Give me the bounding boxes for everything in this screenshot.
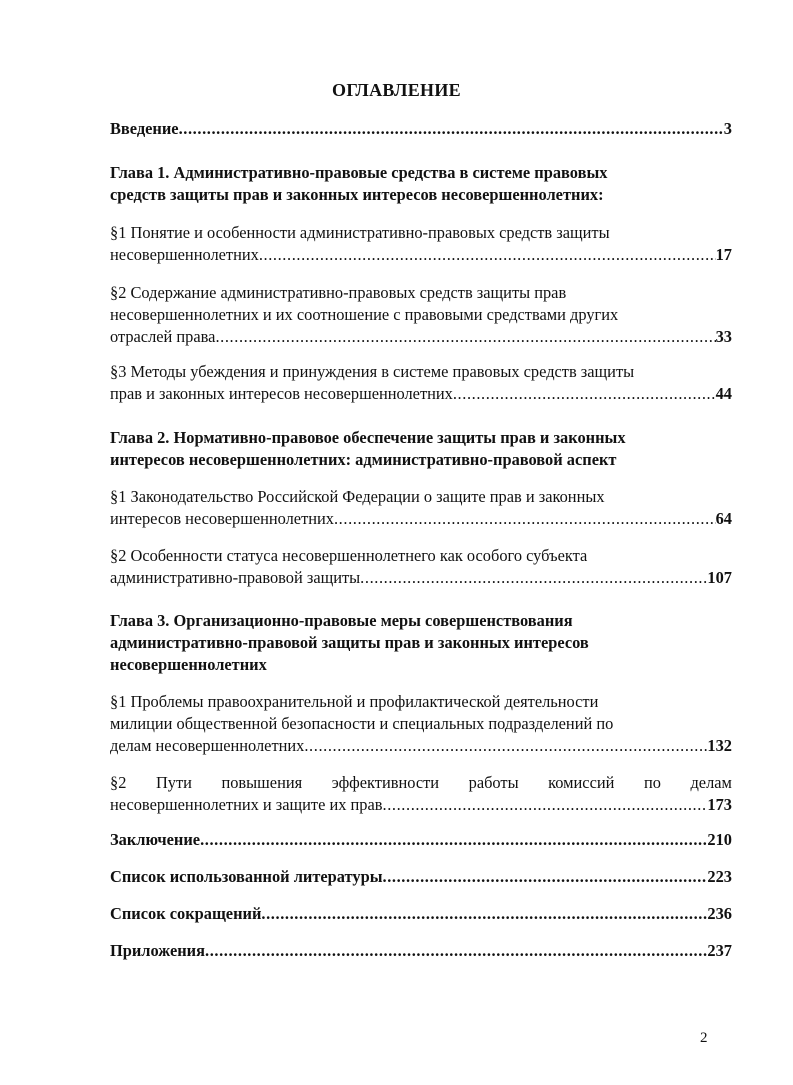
leader-dots [259, 244, 716, 266]
section-line: прав и законных интересов несовершеннолетних [110, 384, 453, 403]
section-line: отраслей права [110, 327, 216, 346]
section-line: милиции общественной безопасности и специальных подразделений по [110, 714, 614, 733]
word: по [643, 773, 661, 792]
toc-page-number: 210 [707, 830, 732, 849]
section-line-justified [110, 772, 732, 794]
toc-entry-label: Список использованной литературы [110, 867, 383, 886]
leader-dots [205, 940, 707, 962]
toc-page-number: 17 [715, 245, 732, 264]
word: повышения [221, 773, 303, 792]
toc-page-number: 223 [707, 867, 732, 886]
section-line: §2 Особенности статуса несовершеннолетнего как особого субъекта [110, 546, 588, 565]
leader-dots [334, 508, 716, 530]
toc-page-number: 3 [723, 119, 732, 138]
toc-page-number: 33 [715, 327, 732, 346]
toc-entry-ch3-s1 [110, 691, 732, 757]
word: Пути [155, 773, 192, 792]
chapter-1-heading [110, 162, 732, 206]
word: эффективности [331, 773, 440, 792]
word: комиссий [548, 773, 615, 792]
chapter-line: Глава 2. Нормативно-правовое обеспечение защиты прав и законных [110, 428, 626, 447]
toc-entry-ch3-s2 [110, 772, 732, 816]
leader-dots [383, 794, 708, 816]
toc-entry-ch1-s3 [110, 361, 732, 405]
section-line: несовершеннолетних [110, 245, 259, 264]
section-line: делам несовершеннолетних [110, 736, 305, 755]
section-line: §1 Проблемы правоохранительной и профилактической деятельности [110, 692, 599, 711]
toc-entry-appendices [110, 940, 732, 962]
section-line: §3 Методы убеждения и принуждения в системе правовых средств защиты [110, 362, 635, 381]
toc-entry-label: Список сокращений [110, 904, 262, 923]
toc-entry-references [110, 866, 732, 888]
toc-entry-ch1-s2 [110, 282, 732, 348]
chapter-2-heading [110, 427, 732, 471]
chapter-3-heading [110, 610, 732, 676]
toc-page-number: 132 [707, 736, 732, 755]
leader-dots [383, 866, 708, 888]
toc-entry-conclusion [110, 829, 732, 851]
chapter-line: Глава 1. Административно-правовые средства в системе правовых [110, 163, 608, 182]
chapter-line: несовершеннолетних [110, 655, 267, 674]
leader-dots [453, 383, 716, 405]
leader-dots [360, 567, 707, 589]
chapter-line: интересов несовершеннолетних: административно-правовой аспект [110, 450, 617, 469]
section-line: §2 Содержание административно-правовых средств защиты прав [110, 283, 567, 302]
toc-entry-abbreviations [110, 903, 732, 925]
chapter-line: Глава 3. Организационно-правовые меры совершенствования [110, 611, 573, 630]
word: работы [468, 773, 519, 792]
toc-entry-ch2-s2 [110, 545, 732, 589]
toc-page-number: 236 [707, 904, 732, 923]
toc-page-number: 173 [707, 795, 732, 814]
toc-page-number: 44 [715, 384, 732, 403]
leader-dots [304, 735, 707, 757]
leader-dots [261, 903, 707, 925]
toc-entry-intro [110, 118, 732, 140]
leader-dots [179, 118, 724, 140]
word: §2 [110, 773, 127, 792]
toc-page-number: 107 [707, 568, 732, 587]
page-number: 2 [700, 1030, 708, 1046]
chapter-line: средств защиты прав и законных интересов несовершеннолетних: [110, 185, 604, 204]
section-line: несовершеннолетних и защите их прав [110, 795, 383, 814]
section-line: §1 Законодательство Российской Федерации о защите прав и законных [110, 487, 605, 506]
toc-entry-ch2-s1 [110, 486, 732, 530]
leader-dots [215, 326, 715, 348]
toc-entry-label: Заключение [110, 830, 201, 849]
chapter-line: административно-правовой защиты прав и законных интересов [110, 633, 589, 652]
toc-entry-label: Введение [110, 119, 179, 138]
toc-entry-label: Приложения [110, 941, 205, 960]
section-line: §1 Понятие и особенности административно-правовых средств защиты [110, 223, 610, 242]
section-line: административно-правовой защиты [110, 568, 361, 587]
section-line: интересов несовершеннолетних [110, 509, 334, 528]
toc-entry-ch1-s1 [110, 222, 732, 266]
toc-page-number: 64 [715, 509, 732, 528]
leader-dots [200, 829, 707, 851]
word: делам [690, 773, 732, 792]
toc-page-number: 237 [707, 941, 732, 960]
section-line: несовершеннолетних и их соотношение с правовыми средствами других [110, 305, 619, 324]
page-title: ОГЛАВЛЕНИЕ [332, 80, 461, 100]
